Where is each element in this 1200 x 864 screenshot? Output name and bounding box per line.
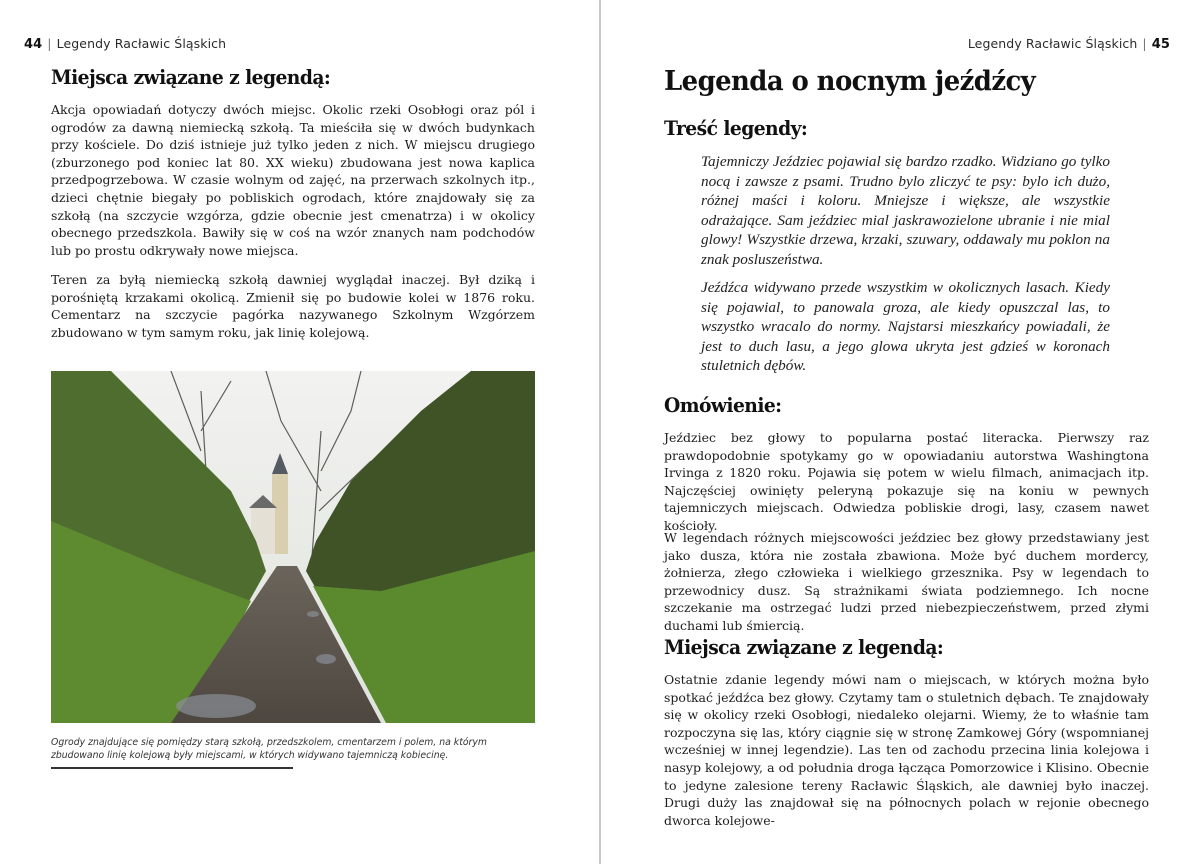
puddle: [316, 654, 336, 664]
photo-illustration: [51, 371, 535, 723]
photo-path-to-church: [51, 371, 535, 723]
left-page: [0, 0, 599, 864]
separator: |: [1142, 36, 1147, 51]
paragraph: Ostatnie zdanie legendy mówi nam o miejscach, w których można było spotkać jeźdźca bez głowy. Czytamy tam o stuletnich dębach. Te znajdowały się w okolicy rzeki Osobłogi, niedaleko olejarni. Wiemy, że to właśnie tam rozpoczyna się las, który ciągnie się w stronę Zamkowej Góry (wspomnianej wcześniej w innej legendzie). Las ten od zachodu przecina linia kolejowa i nasyp kolejowy, a od południa droga łącząca Pomorzowice i Klisino. Obecnie to jedyne zalesione tereny Racławic Śląskich, ale dawniej było inaczej. Drugi duży las znajdował się na północnych polach w rejonie obecnego dworca kolejowe-: [664, 672, 1149, 828]
legend-title: Legenda o nocnym jeźdźcy: [664, 66, 1036, 97]
book-title: Legendy Racławic Śląskich: [967, 36, 1138, 51]
section-heading-content: Treść legendy:: [664, 117, 808, 140]
running-head-right: [968, 36, 1170, 52]
page-number: 45: [1151, 37, 1170, 52]
separator: |: [47, 36, 52, 51]
section-heading-places: Miejsca związane z legendą:: [664, 636, 944, 659]
right-page: [601, 0, 1200, 864]
book-title: Legendy Racławic Śląskich: [56, 36, 227, 51]
puddle: [176, 694, 256, 718]
running-head-left: [24, 36, 226, 52]
photo-caption: Ogrody znajdujące się pomiędzy starą szkołą, przedszkolem, cmentarzem i polem, na którym zbudowano linię kolejową były miejscami, w których widywano tajemniczą kobiecinę.: [51, 737, 487, 761]
legend-quote: Jeźdźca widywano przede wszystkim w okolicznych lasach. Kiedy się pojawial, to panowala groza, ale kiedy opuszczal las, to wszystko wracalo do normy. Najstarsi mieszkańcy powiadali, że jest to duch lasu, a jego glowa ukryta jest gdzieś w koronach stuletnich dębów.: [701, 279, 1110, 374]
paragraph: Akcja opowiadań dotyczy dwóch miejsc. Okolic rzeki Osobłogi oraz pól i ogrodów za dawną niemiecką szkołą. Ta mieściła się w dwóch budynkach przy kościele. Do dziś istnieje już tylko jeden z nich. W miejscu drugiego (zburzonego pod koniec lat 80. XX wieku) zbudowana jest nowa kaplica przedpogrzebowa. W czasie wolnym od zajęć, na przerwach szkolnych itp., dzieci chętnie biegały po pobliskich ogrodach, które znajdowały się za szkołą (na szczycie wzgórza, gdzie obecnie jest cmenatrza) i w okolicy obecnego przedszkola. Bawiły się w coś na wzór znanych nam podchodów lub po prostu odkrywały nowe miejsca.: [51, 102, 535, 258]
section-heading-discussion: Omówienie:: [664, 394, 782, 417]
paragraph: Jeździec bez głowy to popularna postać literacka. Pierwszy raz prawdopodobnie spotykamy go w opowiadaniu autorstwa Washingtona Irvinga z 1820 roku. Pojawia się potem w wielu filmach, animacjach itp. Najczęściej owinięty peleryną pokazuje się na koniu w pewnych tajemniczych miejscach. Odwiedza pobliskie drogi, lasy, czasem nawet kościoły.: [664, 430, 1149, 533]
paragraph: Teren za byłą niemiecką szkołą dawniej wyglądał inaczej. Był dziką i porośniętą krzakami okolicą. Zmienił się po budowie kolei w 1876 roku. Cementarz na szczycie pagórka nazywanego Szkolnym Wzgórzem zbudowano w tym samym roku, jak linię kolejową.: [51, 272, 535, 340]
section-heading-places: Miejsca związane z legendą:: [51, 66, 331, 89]
paragraph: W legendach różnych miejscowości jeździec bez głowy przedstawiany jest jako dusza, która nie została zbawiona. Może być duchem mordercy, żołnierza, złego człowieka i wielkiego grzesznika. Psy w legendach to przewodnicy dusz. Są strażnikami świata podziemnego. Ich nocne szczekanie ma ostrzegać ludzi przed niebezpieczeństwem, przed złymi duchami lub śmiercią.: [664, 530, 1149, 633]
page-number: 44: [24, 37, 43, 52]
puddle: [307, 611, 319, 617]
legend-quote: Tajemniczy Jeździec pojawial się bardzo rzadko. Widziano go tylko nocą i zawsze z psami. Trudno bylo zliczyć te psy: bylo ich dużo, różnej maści i koloru. Mniejsze i większe, ale wszystkie odrażające. Sam jeździec mial jaskrawozielone ubranie i nie mial glowy! Wszystkie drzewa, krzaki, szuwary, oddawaly mu poklon na znak posluszeństwa.: [701, 153, 1110, 268]
caption-rule: [51, 767, 293, 769]
